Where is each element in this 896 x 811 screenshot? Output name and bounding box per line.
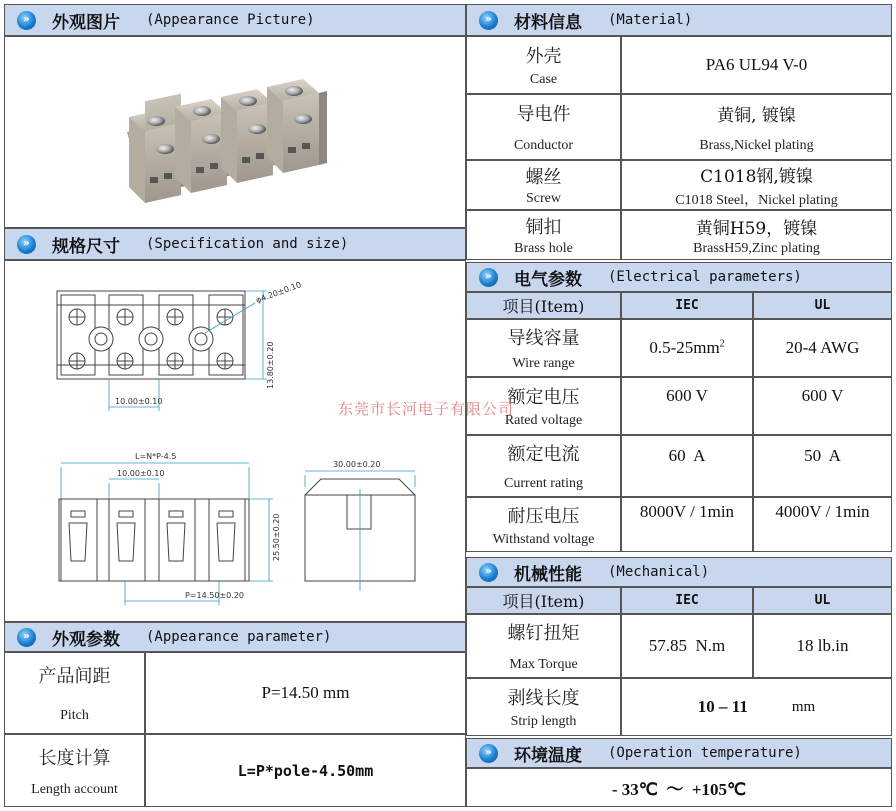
section-header-mechanical — [466, 557, 892, 587]
elec-current-label: 额定电流 Current rating — [466, 435, 621, 497]
section-header-appearance-param — [4, 622, 466, 652]
dim-height-top: 13.80±0.20 — [266, 341, 275, 389]
section-title-cn: 材料信息 — [514, 12, 582, 33]
elec-current-ul: 50 A — [753, 435, 892, 497]
mech-torque-ul: 18 lb.in — [753, 614, 892, 678]
elec-head-ul: UL — [753, 292, 892, 319]
elec-voltage-ul: 600 V — [753, 377, 892, 435]
dim-height-mid: 25.50±0.20 — [272, 513, 281, 561]
section-title-cn: 环境温度 — [514, 745, 582, 766]
section-title-cn: 电气参数 — [514, 269, 582, 290]
elec-withstand-iec: 8000V / 1min — [621, 497, 753, 552]
section-title-en: (Mechanical) — [608, 564, 710, 580]
section-title-cn: 机械性能 — [514, 564, 582, 585]
dim-hole: φ4.20±0.10 — [254, 280, 303, 305]
mech-torque-iec: 57.85 N.m — [621, 614, 753, 678]
material-case-value: PA6 UL94 V-0 — [621, 36, 892, 94]
section-bullet-icon: » — [479, 744, 498, 763]
section-title-en: (Appearance Picture) — [146, 12, 315, 28]
material-screw-label: 螺丝 Screw — [466, 160, 621, 210]
elec-wire-iec: $0.5-25mm^2$ — [621, 319, 753, 377]
elec-current-iec: 60 A — [621, 435, 753, 497]
mech-strip-label: 剥线长度 Strip length — [466, 678, 621, 736]
elec-head-iec: IEC — [621, 292, 753, 319]
material-brass-hole-value: 黄铜H59，镀镍 BrassH59,Zinc plating — [621, 210, 892, 260]
section-title-en: (Electrical parameters) — [608, 269, 802, 285]
section-header-temperature — [466, 738, 892, 768]
mech-head-ul: UL — [753, 587, 892, 614]
section-title-en: (Operation temperature) — [608, 745, 802, 761]
section-title-cn: 外观图片 — [52, 12, 120, 33]
dim-length-formula: L=N*P-4.5 — [135, 452, 177, 461]
elec-withstand-ul: 4000V / 1min — [753, 497, 892, 552]
length-label-cell: 长度计算 Length account — [4, 734, 145, 807]
section-title-en: (Specification and size) — [146, 236, 349, 252]
material-case-label: 外壳 Case — [466, 36, 621, 94]
mech-head-item: 项目(Item) — [466, 587, 621, 614]
section-title-en: (Material) — [608, 12, 693, 28]
material-conductor-label: 导电件 Conductor — [466, 94, 621, 160]
company-watermark: 东莞市长河电子有限公司 — [338, 400, 515, 418]
pitch-value-cell: P=14.50 mm — [145, 652, 466, 734]
elec-head-item: 项目(Item) — [466, 292, 621, 319]
section-header-appearance-picture — [4, 4, 466, 36]
section-bullet-icon: » — [17, 11, 36, 30]
section-bullet-icon: » — [17, 235, 36, 254]
section-bullet-icon: » — [479, 268, 498, 287]
elec-withstand-label: 耐压电压 Withstand voltage — [466, 497, 621, 552]
elec-voltage-iec: 600 V — [621, 377, 753, 435]
dimension-drawing-panel — [4, 260, 466, 622]
length-value-cell: L=P*pole-4.50mm — [145, 734, 466, 807]
terminal-block-photo — [5, 37, 465, 227]
mech-torque-label: 螺钉扭矩 Max Torque — [466, 614, 621, 678]
dim-pitch-top: 10.00±0.10 — [115, 397, 163, 406]
dim-pitch-mid: 10.00±0.10 — [117, 469, 165, 478]
product-photo-panel — [4, 36, 466, 228]
material-screw-value: C1018钢,镀镍 C1018 Steel，Nickel plating — [621, 160, 892, 210]
section-title-cn: 外观参数 — [52, 629, 120, 650]
temperature-value: - 33℃ ～ +105℃ — [466, 768, 892, 807]
section-bullet-icon: » — [17, 628, 36, 647]
elec-voltage-label: 额定电压 Rated voltage — [466, 377, 621, 435]
section-title-cn: 规格尺寸 — [52, 236, 120, 257]
elec-wire-label: 导线容量 Wire range — [466, 319, 621, 377]
elec-wire-ul: 20-4 AWG — [753, 319, 892, 377]
dim-pitch-bottom: P=14.50±0.20 — [185, 591, 244, 600]
dimension-drawing — [5, 261, 465, 621]
section-header-electrical — [466, 262, 892, 292]
section-header-material — [466, 4, 892, 36]
pitch-label-cell: 产品间距 Pitch — [4, 652, 145, 734]
section-header-spec — [4, 228, 466, 260]
material-brass-hole-label: 铜扣 Brass hole — [466, 210, 621, 260]
mech-strip-value: 10 – 11 mm — [621, 678, 892, 736]
mech-head-iec: IEC — [621, 587, 753, 614]
section-title-en: (Appearance parameter) — [146, 629, 332, 645]
dim-side-width: 30.00±0.20 — [333, 460, 381, 469]
section-bullet-icon: » — [479, 563, 498, 582]
material-conductor-value: 黄铜, 镀镍 Brass,Nickel plating — [621, 94, 892, 160]
section-bullet-icon: » — [479, 11, 498, 30]
